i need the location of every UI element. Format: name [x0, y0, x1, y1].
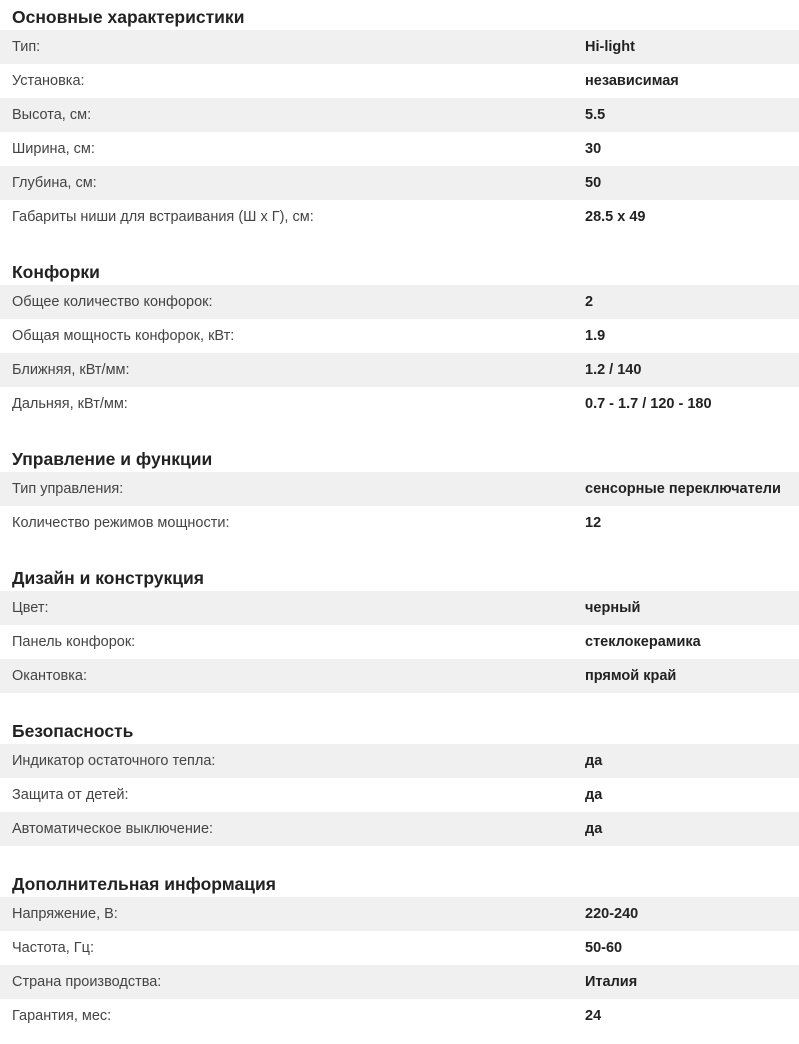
spec-row-niche-dimensions	[0, 200, 799, 234]
spec-value: да	[585, 787, 603, 803]
spec-value: 1.2 / 140	[585, 362, 642, 378]
spec-value: 30	[585, 141, 602, 157]
section-additional-info	[0, 867, 799, 1033]
spec-label: Общая мощность конфорок, кВт:	[12, 328, 235, 344]
spec-row-frequency	[0, 931, 799, 965]
spec-row-panel	[0, 625, 799, 659]
spec-value: 220-240	[585, 906, 639, 922]
spec-row-installation	[0, 64, 799, 98]
spec-row-width	[0, 132, 799, 166]
spec-label: Защита от детей:	[12, 787, 129, 803]
spec-label: Ближняя, кВт/мм:	[12, 362, 130, 378]
spec-label: Панель конфорок:	[12, 634, 136, 650]
spec-row-residual-heat	[0, 744, 799, 778]
section-title: Управление и функции	[12, 449, 213, 469]
spec-row-edging	[0, 659, 799, 693]
spec-value: прямой край	[585, 668, 677, 684]
spec-row-front-burner	[0, 353, 799, 387]
spec-value: Италия	[585, 974, 638, 990]
spec-label: Напряжение, В:	[12, 906, 118, 922]
spec-label: Цвет:	[12, 600, 49, 616]
section-title: Дополнительная информация	[12, 874, 276, 894]
spec-row-total-power	[0, 319, 799, 353]
spec-row-child-lock	[0, 778, 799, 812]
spec-value: стеклокерамика	[585, 634, 701, 650]
spec-label: Установка:	[12, 73, 85, 89]
spec-label: Габариты ниши для встраивания (Ш х Г), см:	[12, 209, 314, 225]
spec-label: Индикатор остаточного тепла:	[12, 753, 216, 769]
spec-value: 0.7 - 1.7 / 120 - 180	[585, 396, 712, 412]
spec-row-rear-burner	[0, 387, 799, 421]
spec-row-color	[0, 591, 799, 625]
spec-value: Hi-light	[585, 39, 635, 55]
section-title: Дизайн и конструкция	[12, 568, 205, 588]
spec-label: Тип:	[12, 39, 41, 55]
spec-label: Тип управления:	[12, 481, 124, 497]
spec-value: 12	[585, 515, 602, 531]
spec-value: да	[585, 821, 603, 837]
spec-label: Страна производства:	[12, 974, 162, 990]
spec-value: сенсорные переключатели	[585, 481, 781, 497]
section-controls	[0, 442, 799, 540]
spec-label: Окантовка:	[12, 668, 88, 684]
spec-label: Количество режимов мощности:	[12, 515, 230, 531]
section-design	[0, 561, 799, 693]
spec-row-voltage	[0, 897, 799, 931]
spec-value: 50	[585, 175, 602, 191]
section-safety	[0, 714, 799, 846]
spec-label: Высота, см:	[12, 107, 92, 123]
section-burners	[0, 255, 799, 421]
spec-value: 28.5 х 49	[585, 209, 646, 225]
spec-row-control-type	[0, 472, 799, 506]
spec-row-warranty	[0, 999, 799, 1033]
spec-value: 2	[585, 294, 594, 310]
spec-label: Глубина, см:	[12, 175, 97, 191]
spec-label: Ширина, см:	[12, 141, 95, 157]
spec-label: Общее количество конфорок:	[12, 294, 213, 310]
section-title: Конфорки	[12, 262, 100, 282]
spec-value: независимая	[585, 73, 679, 89]
spec-label: Гарантия, мес:	[12, 1008, 112, 1024]
spec-row-power-modes	[0, 506, 799, 540]
spec-row-burner-count	[0, 285, 799, 319]
spec-row-depth	[0, 166, 799, 200]
spec-value: 24	[585, 1008, 602, 1024]
section-title: Безопасность	[12, 721, 134, 741]
spec-value: да	[585, 753, 603, 769]
spec-row-type	[0, 30, 799, 64]
spec-row-country	[0, 965, 799, 999]
spec-label: Частота, Гц:	[12, 940, 94, 956]
section-title: Основные характеристики	[12, 7, 245, 27]
spec-row-height	[0, 98, 799, 132]
spec-row-auto-off	[0, 812, 799, 846]
spec-value: черный	[585, 600, 641, 616]
spec-value: 5.5	[585, 107, 606, 123]
section-main-characteristics	[0, 0, 799, 234]
spec-value: 50-60	[585, 940, 623, 956]
spec-value: 1.9	[585, 328, 606, 344]
spec-label: Дальняя, кВт/мм:	[12, 396, 128, 412]
spec-label: Автоматическое выключение:	[12, 821, 214, 837]
